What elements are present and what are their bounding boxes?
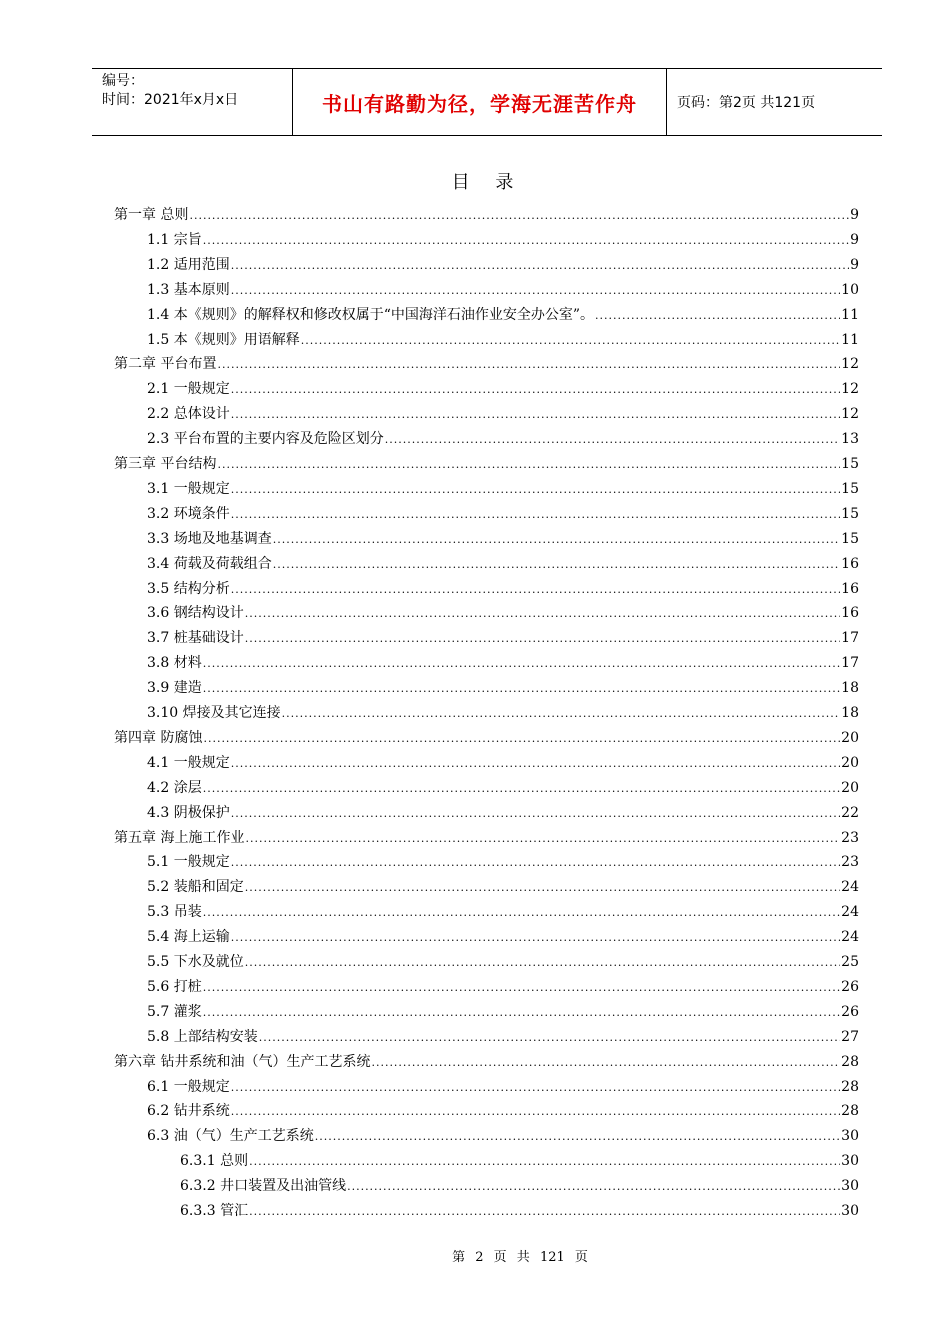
toc-entry-title: 1.4 本《规则》的解释权和修改权属于“中国海洋石油作业安全办公室”。 (147, 306, 595, 323)
toc-entry[interactable] (147, 1125, 859, 1147)
toc-entry[interactable] (147, 478, 859, 500)
toc-entry-title: 第二章 平台布置 (114, 356, 217, 373)
toc-leader-dots (231, 255, 849, 277)
header-page-label: 页码：第2页 共121页 (677, 95, 816, 111)
toc-entry-title: 第四章 防腐蚀 (114, 729, 203, 746)
toc-entry[interactable] (114, 453, 859, 475)
toc-entry-page: 10 (841, 281, 859, 298)
toc-entry[interactable] (147, 553, 859, 575)
toc-entry[interactable] (180, 1200, 859, 1222)
toc-entry[interactable] (147, 702, 859, 724)
toc-entry[interactable] (147, 802, 859, 824)
toc-entry-title: 5.5 下水及就位 (147, 954, 244, 970)
toc-entry[interactable] (147, 627, 859, 649)
toc-entry-title: 6.3.3 管汇 (180, 1203, 249, 1219)
toc-entry-page: 26 (841, 1003, 859, 1020)
toc-leader-dots (231, 280, 840, 302)
header-page-cell (667, 69, 882, 135)
toc-entry[interactable] (147, 403, 859, 425)
toc-leader-dots (217, 454, 840, 476)
toc-entry-title: 3.3 场地及地基调查 (147, 530, 272, 547)
toc-entry[interactable] (147, 602, 859, 624)
toc-entry[interactable] (147, 428, 859, 450)
footer-part: 页 (493, 1250, 507, 1265)
toc-entry[interactable] (147, 1100, 859, 1122)
toc-entry-page: 16 (841, 605, 859, 622)
toc-leader-dots (231, 1101, 840, 1123)
toc-leader-dots (203, 230, 849, 252)
toc-leader-dots (273, 554, 840, 576)
toc-entry-page: 26 (841, 978, 859, 995)
toc-leader-dots (231, 379, 840, 401)
toc-entry-page: 22 (841, 804, 859, 821)
toc-entry[interactable] (147, 1001, 859, 1023)
toc-leader-dots (203, 728, 840, 750)
toc-entry-title: 6.1 一般规定 (147, 1078, 230, 1095)
toc-entry-title: 1.2 适用范围 (147, 256, 230, 273)
toc-entry-page: 20 (841, 779, 859, 796)
toc-entry[interactable] (147, 851, 859, 873)
toc-entry[interactable] (147, 926, 859, 948)
toc-entry-page: 16 (841, 580, 859, 597)
toc-leader-dots (245, 952, 840, 974)
toc-entry[interactable] (147, 503, 859, 525)
toc-entry-title: 6.2 钻井系统 (147, 1103, 230, 1120)
toc-entry[interactable] (147, 329, 859, 351)
toc-leader-dots (249, 1201, 840, 1223)
toc-entry[interactable] (147, 578, 859, 600)
toc-leader-dots (245, 603, 840, 625)
toc-leader-dots (273, 529, 840, 551)
toc-entry[interactable] (147, 876, 859, 898)
toc-entry-title: 5.4 海上运输 (147, 929, 230, 946)
toc-entry-title: 5.1 一般规定 (147, 854, 230, 871)
toc-leader-dots (231, 927, 840, 949)
toc-entry[interactable] (114, 1051, 859, 1073)
toc-leader-dots (595, 305, 840, 327)
toc-entry-title: 5.8 上部结构安装 (147, 1028, 258, 1045)
header-info-cell (92, 69, 293, 135)
toc-entry[interactable] (147, 254, 859, 276)
toc-entry-title: 5.2 装船和固定 (147, 879, 244, 896)
toc-entry-title: 3.2 环境条件 (147, 505, 230, 522)
toc-entry-page: 9 (850, 256, 859, 273)
toc-entry-title: 第五章 海上施工作业 (114, 829, 245, 846)
toc-entry[interactable] (147, 951, 859, 973)
toc-entry-page: 17 (841, 655, 859, 672)
toc-entry[interactable] (147, 378, 859, 400)
toc-entry[interactable] (147, 652, 859, 674)
toc-entry-title: 第六章 钻井系统和油（气）生产工艺系统 (114, 1053, 371, 1070)
toc-entry-title: 6.3.1 总则 (180, 1153, 249, 1170)
toc-leader-dots (231, 803, 840, 825)
toc-leader-dots (245, 877, 840, 899)
header-motto-cell (293, 69, 667, 135)
toc-entry[interactable] (147, 1076, 859, 1098)
toc-leader-dots (315, 1126, 840, 1148)
toc-leader-dots (231, 852, 840, 874)
toc-entry-title: 3.7 桩基础设计 (147, 630, 244, 647)
toc-leader-dots (231, 579, 840, 601)
toc-entry[interactable] (114, 353, 859, 375)
toc-leader-dots (371, 1052, 840, 1074)
toc-leader-dots (231, 404, 840, 426)
toc-entry-title: 第三章 平台结构 (114, 456, 217, 472)
toc-entry-title: 4.2 涂层 (147, 779, 202, 796)
toc-entry[interactable] (147, 752, 859, 774)
toc-leader-dots (231, 753, 840, 775)
toc-entry-page: 18 (841, 705, 859, 721)
footer-part: 页 (574, 1250, 588, 1265)
toc-leader-dots (217, 354, 840, 376)
toc-leader-dots (301, 330, 840, 352)
toc-entry-title: 2.3 平台布置的主要内容及危险区划分 (147, 431, 384, 448)
toc-leader-dots (282, 703, 841, 725)
toc-entry-page: 15 (841, 480, 859, 497)
toc-entry-page: 24 (841, 904, 859, 921)
toc-title: 目 录 (451, 172, 524, 193)
toc-leader-dots (203, 977, 840, 999)
toc-leader-dots (203, 653, 840, 675)
header-number-label: 编号： (102, 73, 144, 89)
toc-entry-page: 16 (841, 555, 859, 572)
header-motto: 书山有路勤为径，学海无涯苦作舟 (322, 91, 637, 116)
toc-leader-dots (231, 504, 840, 526)
toc-entry[interactable] (147, 304, 859, 326)
toc-entry-title: 5.3 吊装 (147, 904, 202, 921)
toc-entry[interactable] (147, 229, 859, 251)
toc-entry-title: 3.6 钢结构设计 (147, 605, 244, 622)
toc-leader-dots (189, 205, 849, 227)
toc-entry-title: 4.3 阴极保护 (147, 804, 230, 821)
toc-entry-title: 5.6 打桩 (147, 978, 202, 995)
toc-leader-dots (203, 678, 840, 700)
toc-entry[interactable] (147, 777, 859, 799)
toc-entry-title: 第一章 总则 (114, 207, 189, 223)
toc-entry-title: 3.5 结构分析 (147, 580, 230, 597)
toc-entry-page: 18 (841, 680, 859, 697)
toc-entry-page: 23 (841, 829, 859, 846)
toc-leader-dots (347, 1176, 840, 1198)
toc-leader-dots (203, 902, 840, 924)
toc-entry-page: 15 (841, 505, 859, 522)
toc-leader-dots (385, 429, 840, 451)
toc-entry[interactable] (114, 204, 859, 226)
toc-entry-title: 1.1 宗旨 (147, 231, 202, 248)
toc-entry-title: 6.3.2 井口装置及出油管线 (180, 1178, 347, 1195)
toc-leader-dots (231, 1077, 840, 1099)
footer-total-pages: 121 (539, 1250, 565, 1265)
toc-entry-page: 24 (841, 879, 859, 896)
toc-entry[interactable] (147, 279, 859, 301)
toc-entry-page: 30 (841, 1178, 859, 1195)
header-time-label: 时间：2021年x月x日 (102, 92, 239, 108)
toc-entry-page: 30 (841, 1203, 859, 1219)
toc-entry-title: 3.4 荷载及荷载组合 (147, 555, 272, 572)
footer-part: 第 (452, 1250, 466, 1265)
toc-entry-page: 12 (841, 381, 859, 398)
toc-leader-dots (203, 1002, 840, 1024)
toc-entry[interactable] (147, 901, 859, 923)
toc-entry[interactable] (147, 528, 859, 550)
footer-current-page: 2 (475, 1250, 484, 1265)
toc-entry[interactable] (180, 1150, 859, 1172)
toc-entry[interactable] (180, 1175, 859, 1197)
toc-entry-title: 3.8 材料 (147, 655, 202, 672)
toc-entry-page: 9 (850, 207, 859, 223)
toc-entry-title: 2.2 总体设计 (147, 406, 230, 423)
toc-entry-page: 28 (841, 1053, 859, 1070)
toc-entry-page: 12 (841, 406, 859, 423)
toc-entry-title: 5.7 灌浆 (147, 1003, 202, 1020)
toc-entry-title: 3.1 一般规定 (147, 480, 230, 497)
toc-entry-page: 30 (841, 1128, 859, 1145)
toc-entry-page: 11 (841, 306, 859, 323)
toc-entry-page: 30 (841, 1153, 859, 1170)
toc-leader-dots (259, 1027, 840, 1049)
toc-entry-title: 4.1 一般规定 (147, 754, 230, 771)
toc-entry-page: 17 (841, 630, 859, 647)
toc-entry-page: 13 (841, 431, 859, 448)
toc-entry-page: 15 (841, 530, 859, 547)
page-header (92, 68, 882, 136)
toc-leader-dots (245, 828, 840, 850)
toc-leader-dots (249, 1151, 840, 1173)
page-footer (0, 1246, 950, 1265)
toc-entry-page: 24 (841, 929, 859, 946)
toc-entry-page: 9 (850, 231, 859, 248)
toc-entry[interactable] (114, 827, 859, 849)
toc-entry-title: 2.1 一般规定 (147, 381, 230, 398)
toc-entry-page: 12 (841, 356, 859, 373)
toc-entry-page: 20 (841, 754, 859, 771)
footer-part: 共 (516, 1250, 530, 1265)
toc-entry-page: 25 (841, 954, 859, 970)
toc-entry-page: 27 (841, 1028, 859, 1045)
toc-entry-page: 23 (841, 854, 859, 871)
toc-leader-dots (203, 778, 840, 800)
toc-entry-title: 6.3 油（气）生产工艺系统 (147, 1128, 314, 1145)
toc-entry[interactable] (147, 1026, 859, 1048)
toc-entry-page: 15 (841, 456, 859, 472)
toc-leader-dots (231, 479, 840, 501)
toc-entry-title: 3.10 焊接及其它连接 (147, 705, 281, 721)
toc-entry[interactable] (114, 727, 859, 749)
toc-entry-title: 1.5 本《规则》用语解释 (147, 331, 300, 348)
toc-entry-page: 28 (841, 1078, 859, 1095)
toc-entry[interactable] (147, 677, 859, 699)
toc-entry-page: 11 (841, 331, 859, 348)
toc-leader-dots (245, 628, 840, 650)
toc-entry-title: 1.3 基本原则 (147, 281, 230, 298)
toc-entry-page: 28 (841, 1103, 859, 1120)
toc-entry-page: 20 (841, 729, 859, 746)
toc-entry[interactable] (147, 976, 859, 998)
toc-entry-title: 3.9 建造 (147, 680, 202, 697)
